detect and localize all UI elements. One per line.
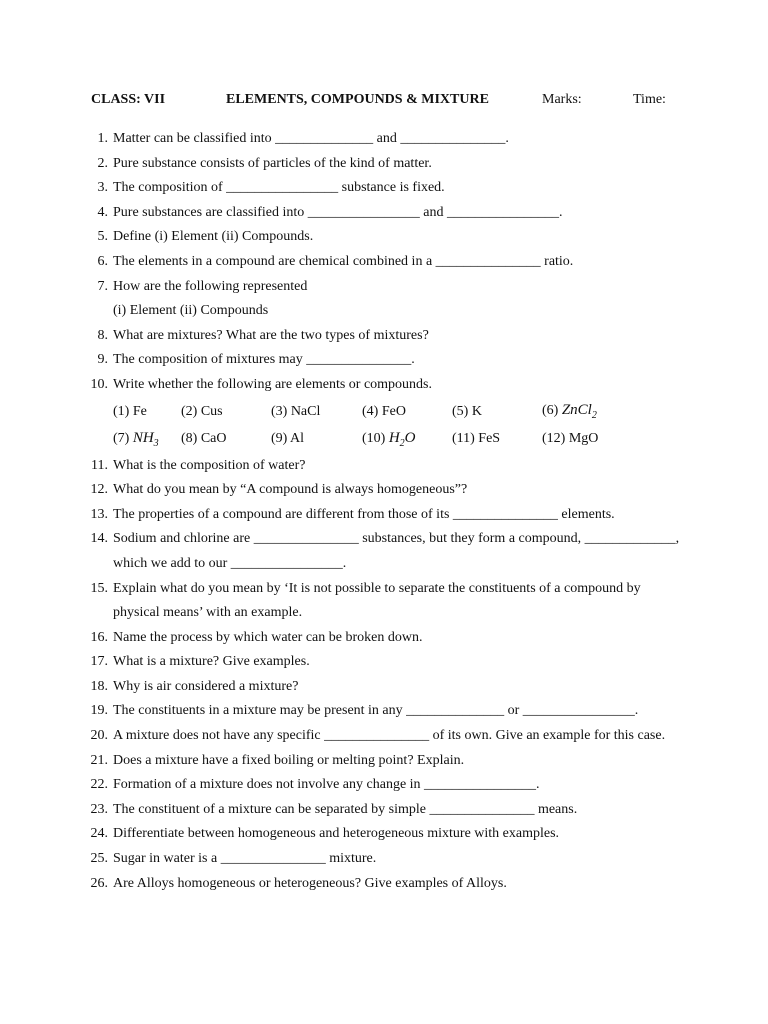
formula-base: H	[388, 429, 400, 446]
substance-item	[542, 400, 597, 426]
question-number: 25.	[90, 851, 108, 867]
substance-item: (1) Fe	[113, 403, 147, 419]
substance-item: (4) FeO	[362, 403, 406, 419]
question-number: 8.	[97, 327, 108, 343]
question-18	[0, 677, 768, 702]
question-text: What is the composition of water?	[113, 457, 306, 473]
question-text: Pure substance consists of particles of the kind of matter.	[113, 155, 432, 171]
question-text: The properties of a compound are different from those of its _______________ elements.	[113, 506, 615, 522]
question-text: The constituent of a mixture can be separated by simple _______________ means.	[113, 801, 578, 817]
substance-item: (8) CaO	[181, 430, 227, 446]
question-number: 5.	[97, 229, 108, 245]
question-number: 15.	[90, 580, 108, 596]
substance-item: (3) NaCl	[271, 403, 321, 419]
question-text: Are Alloys homogeneous or heterogeneous? Give examples of Alloys.	[113, 875, 507, 891]
worksheet-title: ELEMENTS, COMPOUNDS & MIXTURE	[226, 92, 489, 107]
question-text: Matter can be classified into ______________ and _______________.	[113, 131, 509, 146]
question-number: 12.	[90, 482, 108, 498]
question-19	[0, 701, 768, 726]
question-17	[0, 652, 768, 677]
question-9	[0, 350, 768, 375]
question-14-continued	[0, 554, 768, 579]
formula-subscript: 3	[153, 437, 159, 449]
question-number: 17.	[90, 654, 108, 670]
question-number: 21.	[90, 752, 108, 768]
question-text: Write whether the following are elements or compounds.	[113, 376, 433, 392]
question-10	[0, 375, 768, 400]
question-text: The constituents in a mixture may be present in any ______________ or ________________.	[113, 703, 639, 719]
question-7	[0, 277, 768, 302]
chemical-formula	[132, 429, 159, 449]
question-list	[0, 129, 768, 898]
question-number: 20.	[90, 728, 108, 744]
question-11	[0, 456, 768, 481]
question-number: 3.	[97, 180, 108, 196]
formula-subscript: 2	[399, 437, 405, 449]
question-26	[0, 874, 768, 899]
question-number: 6.	[97, 253, 108, 269]
question-text: which we add to our ________________.	[113, 555, 347, 571]
formula-base: ZnCl	[561, 401, 592, 418]
question-text: (i) Element (ii) Compounds	[113, 303, 269, 319]
question-number: 13.	[90, 506, 108, 522]
question-text: The composition of mixtures may _______________.	[113, 352, 415, 368]
question-text: Sugar in water is a _______________ mixture.	[113, 851, 377, 867]
question-text: Differentiate between homogeneous and heterogeneous mixture with examples.	[113, 826, 560, 842]
substance-row-1	[0, 402, 768, 429]
question-text: Sodium and chlorine are _______________ substances, but they form a compound, _____________,	[113, 531, 680, 547]
question-text: Pure substances are classified into ________________ and ________________.	[113, 204, 563, 220]
question-number: 1.	[97, 131, 108, 146]
substance-item: (5) K	[452, 403, 482, 419]
chemical-formula	[561, 401, 597, 421]
question-text: What do you mean by “A compound is always homogeneous”?	[113, 482, 468, 498]
question-2	[0, 154, 768, 179]
question-21	[0, 751, 768, 776]
question-16	[0, 628, 768, 653]
formula-base: O	[404, 429, 416, 446]
question-number: 14.	[90, 531, 108, 547]
question-number: 18.	[90, 678, 108, 694]
question-1	[0, 129, 768, 154]
question-text: Explain what do you mean by ‘It is not possible to separate the constituents of a compound by	[113, 580, 641, 596]
substance-item: (11) FeS	[452, 430, 501, 446]
question-13	[0, 505, 768, 530]
question-text: Why is air considered a mixture?	[113, 678, 299, 694]
formula-base: NH	[132, 429, 154, 446]
substance-item-number: (7)	[113, 430, 130, 446]
question-number: 9.	[97, 352, 108, 368]
substance-item	[362, 428, 416, 454]
substance-item: (9) Al	[271, 430, 305, 446]
question-8	[0, 326, 768, 351]
question-number: 2.	[97, 155, 108, 171]
question-text: How are the following represented	[113, 278, 308, 294]
marks-label: Marks:	[542, 92, 582, 107]
question-number: 22.	[90, 777, 108, 793]
question-number: 4.	[97, 204, 108, 220]
question-15	[0, 579, 768, 604]
substance-item-number: (6)	[542, 402, 559, 418]
question-23	[0, 800, 768, 825]
question-text: What is a mixture? Give examples.	[113, 654, 310, 670]
question-number: 23.	[90, 801, 108, 817]
substance-item	[113, 428, 159, 454]
question-15-continued	[0, 603, 768, 628]
chemical-formula	[388, 429, 416, 449]
question-text: Name the process by which water can be broken down.	[113, 629, 423, 645]
substance-item: (2) Cus	[181, 403, 223, 419]
substance-item: (12) MgO	[542, 430, 599, 446]
question-14	[0, 529, 768, 554]
question-text: Formation of a mixture does not involve any change in ________________.	[113, 777, 540, 793]
question-text: A mixture does not have any specific _______________ of its own. Give an example for this case.	[113, 728, 666, 744]
question-7-continued	[0, 301, 768, 326]
question-4	[0, 203, 768, 228]
question-number: 10.	[90, 376, 108, 392]
formula-subscript: 2	[591, 409, 597, 421]
question-24	[0, 824, 768, 849]
question-12	[0, 480, 768, 505]
question-text: The elements in a compound are chemical combined in a _______________ ratio.	[113, 253, 574, 269]
worksheet-header	[0, 92, 768, 110]
question-5	[0, 227, 768, 252]
question-text: physical means’ with an example.	[113, 605, 303, 621]
question-number: 7.	[97, 278, 108, 294]
question-number: 24.	[90, 826, 108, 842]
question-text: Define (i) Element (ii) Compounds.	[113, 229, 314, 245]
class-label: CLASS: VII	[91, 92, 166, 107]
question-number: 11.	[91, 457, 108, 473]
substance-row-2	[0, 429, 768, 456]
question-number: 26.	[90, 875, 108, 891]
question-number: 19.	[90, 703, 108, 719]
question-text: What are mixtures? What are the two types of mixtures?	[113, 327, 429, 343]
question-number: 16.	[90, 629, 108, 645]
question-6	[0, 252, 768, 277]
question-25	[0, 849, 768, 874]
question-3	[0, 178, 768, 203]
question-text: The composition of ________________ substance is fixed.	[113, 180, 445, 196]
question-20	[0, 726, 768, 751]
substance-item-number: (10)	[362, 430, 386, 446]
question-22	[0, 775, 768, 800]
time-label: Time:	[633, 92, 666, 107]
question-text: Does a mixture have a fixed boiling or melting point? Explain.	[113, 752, 465, 768]
